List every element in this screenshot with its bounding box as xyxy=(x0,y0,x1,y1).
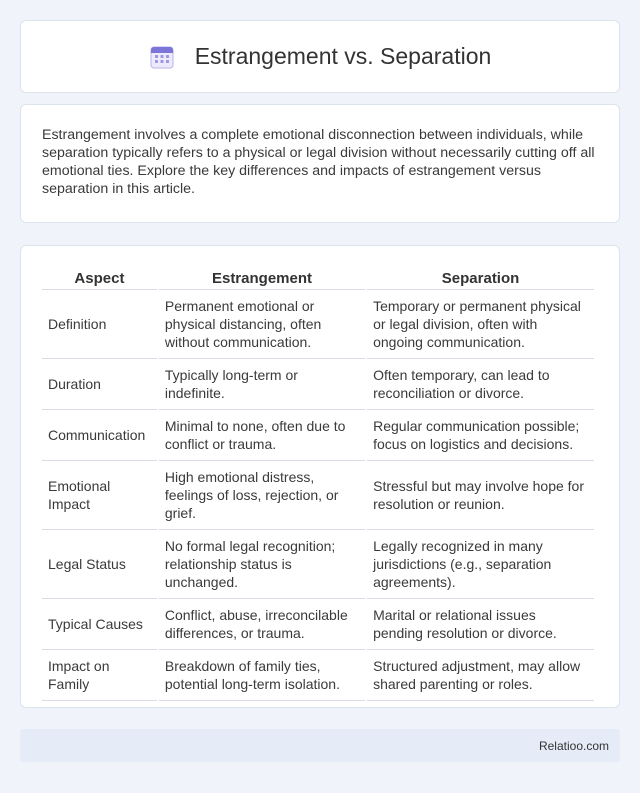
header-separation: Separation xyxy=(367,266,594,290)
header-estrangement: Estrangement xyxy=(159,266,365,290)
row-estrangement: Permanent emotional or physical distancing, often without communication. xyxy=(159,290,365,359)
row-separation: Regular communication possible; focus on logistics and decisions. xyxy=(367,410,594,461)
row-aspect: Duration xyxy=(42,359,157,410)
row-separation: Often temporary, can lead to reconciliation or divorce. xyxy=(367,359,594,410)
row-separation: Marital or relational issues pending resolution or divorce. xyxy=(367,599,594,650)
page-title: Estrangement vs. Separation xyxy=(194,43,492,69)
table-card xyxy=(20,245,620,708)
row-estrangement: No formal legal recognition; relationship status is unchanged. xyxy=(159,530,365,599)
calendar-icon xyxy=(149,44,175,70)
table-row xyxy=(42,410,594,461)
footer-site-link[interactable]: Relatioo.com xyxy=(538,738,609,753)
intro-text: Estrangement involves a complete emotional disconnection between individuals, while separation typically refers to a physical or legal division without necessarily cutting off all emotional ties. Explore the key differences and impacts of estrangement versus separation in this article. xyxy=(42,127,595,197)
row-separation: Stressful but may involve hope for resolution or reunion. xyxy=(367,461,594,530)
table-row xyxy=(42,359,594,410)
row-aspect: Typical Causes xyxy=(42,599,157,650)
row-aspect: Definition xyxy=(42,290,157,359)
intro-card xyxy=(20,104,620,223)
table-row xyxy=(42,461,594,530)
table-row xyxy=(42,650,594,701)
table-header-row xyxy=(42,266,594,290)
row-separation: Legally recognized in many jurisdictions (e.g., separation agreements). xyxy=(367,530,594,599)
table-row xyxy=(42,599,594,650)
row-estrangement: Conflict, abuse, irreconcilable differences, or trauma. xyxy=(159,599,365,650)
row-estrangement: Breakdown of family ties, potential long-term isolation. xyxy=(159,650,365,701)
row-estrangement: High emotional distress, feelings of loss, rejection, or grief. xyxy=(159,461,365,530)
row-aspect: Impact on Family xyxy=(42,650,157,701)
row-estrangement: Typically long-term or indefinite. xyxy=(159,359,365,410)
row-aspect: Emotional Impact xyxy=(42,461,157,530)
row-separation: Temporary or permanent physical or legal division, often with ongoing communication. xyxy=(367,290,594,359)
row-separation: Structured adjustment, may allow shared parenting or roles. xyxy=(367,650,594,701)
row-estrangement: Minimal to none, often due to conflict or trauma. xyxy=(159,410,365,461)
row-aspect: Communication xyxy=(42,410,157,461)
footer xyxy=(20,729,620,762)
table-row xyxy=(42,530,594,599)
title-card xyxy=(20,20,620,93)
header-aspect: Aspect xyxy=(42,266,157,290)
table-row xyxy=(42,290,594,359)
row-aspect: Legal Status xyxy=(42,530,157,599)
comparison-table xyxy=(40,266,596,701)
